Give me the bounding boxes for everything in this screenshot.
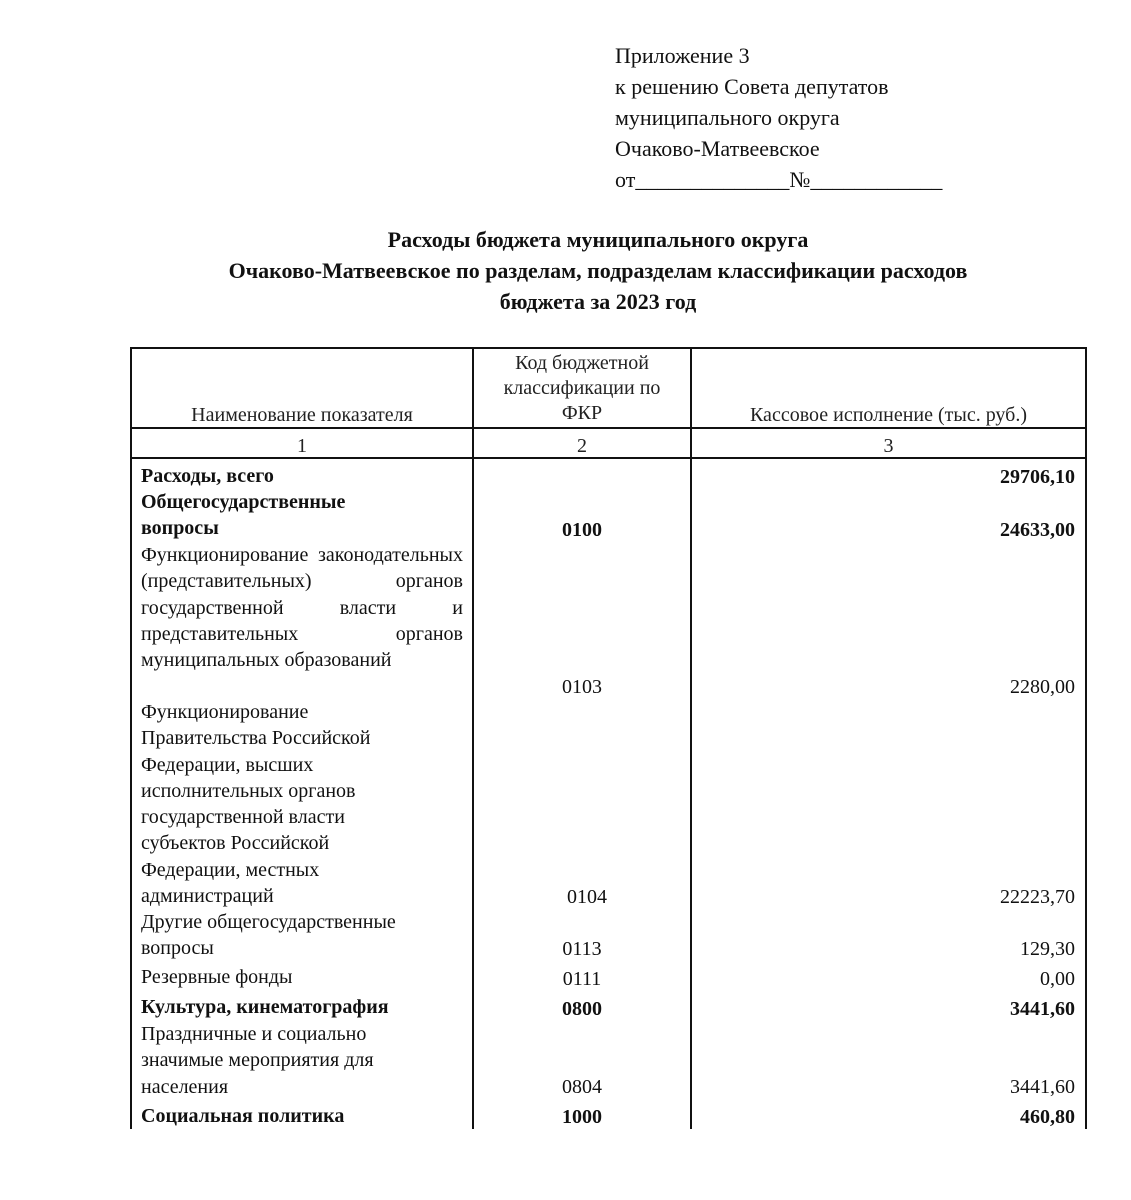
row-code: 0113 bbox=[562, 937, 602, 960]
table-row bbox=[130, 994, 1087, 1022]
table-row bbox=[130, 463, 1087, 490]
appendix-line: муниципального округа bbox=[615, 105, 840, 130]
row-name: Расходы, всего bbox=[141, 465, 274, 487]
table-row bbox=[130, 964, 1087, 992]
row-code: 1000 bbox=[562, 1105, 602, 1128]
row-code: 0103 bbox=[562, 675, 602, 698]
row-code: 0111 bbox=[562, 967, 602, 990]
appendix-line: Приложение 3 bbox=[615, 43, 750, 68]
table-row bbox=[130, 1021, 1087, 1100]
table-border-top bbox=[130, 347, 1087, 349]
row-value: 29706,10 bbox=[1000, 465, 1075, 488]
row-code: 0804 bbox=[562, 1075, 602, 1098]
row-code: 0104 bbox=[567, 885, 607, 908]
document-title bbox=[130, 224, 1066, 317]
column-number: 3 bbox=[883, 435, 894, 457]
title-line: Расходы бюджета муниципального округа bbox=[387, 227, 809, 252]
table-row bbox=[130, 542, 1087, 700]
row-value: 24633,00 bbox=[1000, 518, 1075, 541]
row-name: Функционирование Правительства Российской Федерации, высших исполнительных органов государственной власти субъектов Российской Федерации, местных администраций bbox=[141, 701, 371, 908]
row-value: 22223,70 bbox=[1000, 885, 1075, 908]
row-value: 460,80 bbox=[1020, 1105, 1075, 1128]
column-number: 2 bbox=[577, 435, 587, 457]
title-line: бюджета за 2023 год bbox=[499, 289, 697, 314]
row-value: 3441,60 bbox=[1010, 1075, 1075, 1098]
row-value: 0,00 bbox=[1040, 967, 1075, 990]
appendix-note bbox=[615, 40, 942, 195]
header-value: Кассовое исполнение (тыс. руб.) bbox=[749, 404, 1028, 426]
header-name: Наименование показателя bbox=[191, 404, 413, 426]
table-row bbox=[130, 909, 1087, 962]
row-name: Другие общегосударственные вопросы bbox=[141, 911, 396, 960]
column-number: 1 bbox=[297, 435, 307, 457]
row-value: 129,30 bbox=[1020, 937, 1075, 960]
row-name: Культура, кинематография bbox=[141, 996, 389, 1018]
row-name: Общегосударственные вопросы bbox=[141, 491, 346, 540]
table-row bbox=[130, 699, 1087, 910]
row-value: 3441,60 bbox=[1010, 997, 1075, 1020]
appendix-line: к решению Совета депутатов bbox=[615, 74, 889, 99]
title-line: Очаково-Матвеевское по разделам, подразделам классификации расходов bbox=[228, 258, 968, 283]
appendix-line: Очаково-Матвеевское bbox=[615, 136, 820, 161]
appendix-line: от______________№____________ bbox=[615, 167, 943, 192]
row-name: Резервные фонды bbox=[141, 966, 293, 988]
row-name: Социальная политика bbox=[141, 1105, 345, 1127]
table-row bbox=[130, 1103, 1087, 1130]
row-code: 0800 bbox=[562, 997, 602, 1020]
header-code: Код бюджетной классификации по ФКР bbox=[503, 352, 661, 424]
table-row bbox=[130, 489, 1087, 543]
row-code: 0100 bbox=[562, 518, 602, 541]
row-value: 2280,00 bbox=[1010, 675, 1075, 698]
row-name: Праздничные и социально значимые мероприятия для населения bbox=[141, 1023, 374, 1098]
row-name: Функционирование законодательных (представительных) органов государственной власти и представительных органов муниципальных образований bbox=[141, 544, 463, 672]
